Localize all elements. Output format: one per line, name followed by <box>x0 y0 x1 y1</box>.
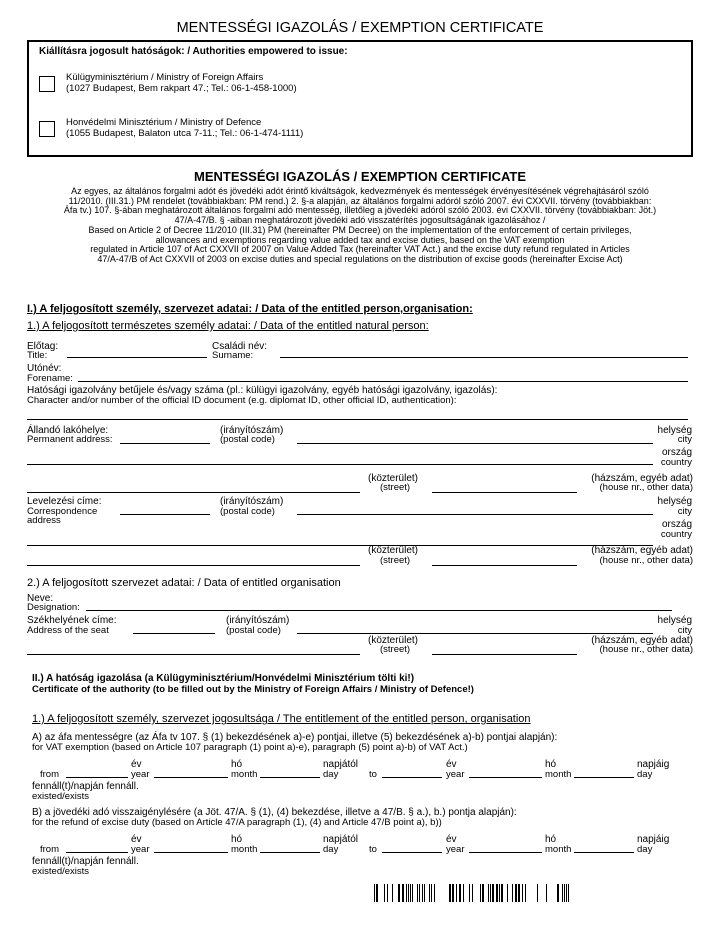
barcode-bar <box>429 884 430 902</box>
id-label-en: Character and/or number of the official ID document (e.g. diplomat ID, other official ID, authentication): <box>27 395 457 406</box>
vat-exemption-label-en: for VAT exemption (based on Article 107 paragraph (1) point a)-e), paragraph (5) point a)-b) of VAT Act.) <box>32 742 468 753</box>
barcode-bar <box>537 884 538 902</box>
barcode-bar <box>518 884 520 902</box>
id-label-hu: Hatósági igazolvány betűjele és/vagy száma (pl.: külügyi igazolvány, egyéb hatósági igazolvány, igazolás): <box>27 385 498 396</box>
barcode-bar <box>392 884 393 902</box>
title-label-en: Title: <box>27 350 48 361</box>
from-label: from <box>40 844 59 855</box>
excise-from-day-field[interactable] <box>260 852 320 853</box>
house-label-en: (house nr., other data) <box>599 555 693 566</box>
city-label-en: city <box>677 434 692 445</box>
corr-label-hu: Levelezési címe: <box>27 496 102 507</box>
house-label-hu: (házszám, egyéb adat) <box>591 545 693 556</box>
street-label-hu: (közterület) <box>368 545 419 556</box>
country-label-hu: ország <box>661 447 692 458</box>
seat-zip-field[interactable] <box>133 633 215 634</box>
from-label: from <box>40 769 59 780</box>
barcode-bar <box>490 884 491 902</box>
section1-heading: I.) A feljogosított személy, szervezet adatai: / Data of the entitled person,organisation: <box>27 303 473 315</box>
perm-label-hu: Állandó lakóhelye: <box>27 425 109 436</box>
barcode-bar <box>374 884 375 902</box>
barcode-bar <box>406 884 407 902</box>
to-label: to <box>369 769 377 780</box>
day-label-en: day <box>323 769 339 780</box>
barcode-bar <box>562 884 563 902</box>
perm-street-field[interactable] <box>27 492 360 493</box>
barcode-bar <box>488 884 489 902</box>
mfa-address: (1027 Budapest, Bem rakpart 47.; Tel.: 06-1-458-1000) <box>66 83 297 94</box>
barcode-bar <box>499 884 500 902</box>
barcode-bar <box>564 884 565 902</box>
zip-label-en: (postal code) <box>220 506 275 517</box>
country-label-hu: ország <box>661 519 692 530</box>
barcode-bar <box>459 884 461 902</box>
day-label-en: day <box>637 769 653 780</box>
zip-label-en: (postal code) <box>220 434 275 445</box>
mfa-name: Külügyminisztérium / Ministry of Foreign Affairs <box>66 72 264 83</box>
corr-label-en-2: address <box>27 515 61 526</box>
section1-sub2: 2.) A feljogosított szervezet adatai: / Data of entitled organisation <box>27 577 341 589</box>
street-label-en: (street) <box>380 555 411 566</box>
month-label-hu: hó <box>231 759 243 770</box>
zip-label-hu: (irányítószám) <box>220 496 284 507</box>
section2-heading: II.) A hatóság igazolása (a Külügyminisztérium/Honvédelmi Minisztérium tölti ki!) <box>32 673 415 684</box>
forename-label-hu: Utónév: <box>27 363 62 374</box>
name-label-hu: Neve: <box>27 593 54 604</box>
barcode-bar <box>449 884 451 902</box>
barcode-bar <box>398 884 400 902</box>
month-label-en: month <box>545 769 572 780</box>
street-label-en: (street) <box>380 644 411 655</box>
seat-label-hu: Székhelyének címe: <box>27 615 117 626</box>
barcode-bar <box>507 884 508 902</box>
barcode-bar <box>501 884 503 902</box>
corr-label-en-1: Correspondence <box>27 506 98 517</box>
mod-checkbox[interactable] <box>39 121 55 137</box>
mod-address: (1055 Budapest, Balaton utca 7-11.; Tel.: 06-1-474-1111) <box>66 128 304 139</box>
barcode-bar <box>469 884 470 902</box>
intro-line: Áfa tv.) 107. §-ában meghatározott általános forgalmi adó mentesség, illetőleg a jövedéki adóról szóló 2003. évi CXXVII. törvény (továbbiakban: Jöt.) <box>63 205 657 216</box>
main-title: MENTESSÉGI IGAZOLÁS / EXEMPTION CERTIFICATE <box>193 169 526 184</box>
forename-field[interactable] <box>78 381 688 382</box>
barcode-bar <box>566 884 567 902</box>
title-field[interactable] <box>67 357 207 358</box>
barcode-bar <box>482 884 484 902</box>
forename-label-en: Forename: <box>27 373 73 384</box>
exists-label-hu: fennáll(t)/napján fennáll. <box>32 781 139 792</box>
street-label-hu: (közterület) <box>368 635 419 646</box>
zip-label-hu: (irányítószám) <box>226 615 290 626</box>
section2-sub1: 1.) A feljogosított személy, szervezet jogosultsága / The entitlement of the entitled person, organisation <box>32 713 531 725</box>
corr-city-field[interactable] <box>297 514 653 515</box>
barcode-bar <box>434 884 435 902</box>
vat-exemption-label-hu: A) az áfa mentességre (az Áfa tv 107. § (1) bekezdésének a)-e) pontjai, illetve (5) bekezdésének a)-b) pontjai alapján): <box>32 732 558 743</box>
vat-from-day-field[interactable] <box>260 777 320 778</box>
house-label-en: (house nr., other data) <box>599 482 693 493</box>
barcode-bar <box>512 884 513 902</box>
excise-refund-label-hu: B) a jövedéki adó visszaigénylésére (a Jöt. 47/A. § (1), (4) bekezdése, illetve a 47/B. § a.), b.) pontja alapján): <box>32 807 517 818</box>
city-label-en: city <box>677 506 692 517</box>
city-label-en: city <box>677 625 692 636</box>
year-label-en: year <box>446 769 465 780</box>
excise-to-day-field[interactable] <box>574 852 634 853</box>
day-label-hu: napjáig <box>637 834 670 845</box>
zip-label-en: (postal code) <box>226 625 281 636</box>
perm-label-en: Permanent address: <box>27 434 113 445</box>
intro-line: 11/2010. (III.31.) PM rendelet (továbbiakban: PM rend.) 2. §-a alapján, az általános forgalmi adóról szóló 2007. évi CXXVII. törvény (továbbiakban: <box>68 195 652 206</box>
year-label-hu: év <box>446 759 457 770</box>
intro-line: 47/A-47/B of Act CXXVII of 2003 on excise duties and special regulations on the distribution of excise goods (hereinafter Excise Act) <box>97 253 623 264</box>
mfa-checkbox[interactable] <box>39 76 55 92</box>
month-label-hu: hó <box>545 834 557 845</box>
barcode-bar <box>402 884 404 902</box>
year-label-en: year <box>131 844 150 855</box>
barcode-bar <box>492 884 494 902</box>
year-label-hu: év <box>131 759 142 770</box>
section1-sub1: 1.) A feljogosított természetes személy adatai: / Data of the entitled natural person: <box>27 320 429 332</box>
month-label-en: month <box>231 844 258 855</box>
intro-paragraph <box>20 187 700 265</box>
barcode-bar <box>417 884 418 902</box>
barcode-bar <box>525 884 526 902</box>
mod-name: Honvédelmi Minisztérium / Ministry of Defence <box>66 117 262 128</box>
barcode-bar <box>384 884 385 902</box>
barcode-bar <box>568 884 569 902</box>
name-label-en: Designation: <box>27 602 80 613</box>
month-label-hu: hó <box>231 834 243 845</box>
corr-house-field[interactable] <box>432 565 577 566</box>
exists-label-en: existed/exists <box>32 866 90 877</box>
barcode-bar <box>522 884 523 902</box>
barcode-image <box>374 884 574 902</box>
exists-label-hu: fennáll(t)/napján fennáll. <box>32 856 139 867</box>
barcode-bar <box>463 884 464 902</box>
excise-from-month-field[interactable] <box>154 852 228 853</box>
surname-label-hu: Családi név: <box>212 341 268 352</box>
year-label-hu: év <box>131 834 142 845</box>
city-label-hu: helység <box>657 425 692 436</box>
vat-to-month-field[interactable] <box>469 777 542 778</box>
street-label-hu: (közterület) <box>368 473 419 484</box>
barcode-bar <box>515 884 517 902</box>
barcode-bar <box>496 884 498 902</box>
country-label-en: country <box>660 529 692 540</box>
corr-street-field[interactable] <box>27 565 360 566</box>
house-label-hu: (házszám, egyéb adat) <box>591 473 693 484</box>
barcode-bar <box>456 884 457 902</box>
seat-label-en: Address of the seat <box>27 625 109 636</box>
id-field[interactable] <box>27 419 688 420</box>
barcode-bar <box>424 884 425 902</box>
city-label-hu: helység <box>657 496 692 507</box>
month-label-en: month <box>545 844 572 855</box>
perm-city-field[interactable] <box>297 443 653 444</box>
excise-refund-label-en: for the refund of excise duty (based on Article 47/A paragraph (1), (4) and Article 47/B point a), b)) <box>32 817 442 828</box>
seat-city-field[interactable] <box>297 633 653 634</box>
barcode-bar <box>376 884 378 902</box>
org-name-field[interactable] <box>86 610 672 611</box>
house-label-en: (house nr., other data) <box>599 644 693 655</box>
barcode-bar <box>452 884 454 902</box>
exists-label-en: existed/exists <box>32 791 90 802</box>
excise-from-year-field[interactable] <box>66 852 128 853</box>
day-label-hu: napjától <box>323 834 359 845</box>
authorities-heading: Kiállításra jogosult hatóságok: / Authorities empowered to issue: <box>39 46 348 57</box>
section2-subheading: Certificate of the authority (to be filled out by the Ministry of Foreign Affairs / Ministry of Defence!) <box>32 684 474 695</box>
day-label-en: day <box>323 844 339 855</box>
year-label-en: year <box>131 769 150 780</box>
month-label-en: month <box>231 769 258 780</box>
intro-line: Based on Article 2 of Decree 11/2010 (III.31) PM (hereinafter PM Decree) on the implementation of the enforcement of certain privileges, <box>88 224 632 235</box>
day-label-hu: napjáig <box>637 759 670 770</box>
vat-to-day-field[interactable] <box>574 777 634 778</box>
barcode-bar <box>472 884 473 902</box>
surname-label-en: Surname: <box>212 350 254 361</box>
vat-from-month-field[interactable] <box>154 777 228 778</box>
day-label-en: day <box>637 844 653 855</box>
seat-street-field[interactable] <box>27 654 360 655</box>
barcode-bar <box>410 884 411 902</box>
barcode-bar <box>419 884 420 902</box>
excise-to-month-field[interactable] <box>469 852 542 853</box>
barcode-bar <box>422 884 423 902</box>
barcode-bar <box>408 884 409 902</box>
corr-zip-field[interactable] <box>120 514 210 515</box>
perm-country-field[interactable] <box>27 464 653 465</box>
title-label-hu: Előtag: <box>27 341 59 352</box>
intro-line: 47/A-47/B. § -aiban meghatározott jövedéki adó visszatérítés jogosultságának igazolásához / <box>174 215 546 226</box>
city-label-hu: helység <box>657 615 692 626</box>
intro-line: Az egyes, az általános forgalmi adót és jövedéki adót érintő kiváltságok, kedvezmények és mentességek érvényesítésének végrehajtásáról szóló <box>71 186 649 196</box>
zip-label-hu: (irányítószám) <box>220 425 284 436</box>
country-label-en: country <box>660 457 692 468</box>
intro-line: allowances and exemptions regarding value added tax and excise duties, based on the VAT exemption <box>155 234 565 245</box>
barcode-bar <box>412 884 413 902</box>
perm-zip-field[interactable] <box>120 443 210 444</box>
month-label-hu: hó <box>545 759 557 770</box>
day-label-hu: napjától <box>323 759 359 770</box>
street-label-en: (street) <box>380 482 411 493</box>
barcode-bar <box>546 884 547 902</box>
surname-field[interactable] <box>280 357 688 358</box>
year-label-hu: év <box>446 834 457 845</box>
vat-from-year-field[interactable] <box>66 777 128 778</box>
barcode-bar <box>480 884 481 902</box>
authorities-box <box>27 40 693 157</box>
to-label: to <box>369 844 377 855</box>
year-label-en: year <box>446 844 465 855</box>
page-header-title: MENTESSÉGI IGAZOLÁS / EXEMPTION CERTIFICATE <box>176 20 544 36</box>
house-label-hu: (házszám, egyéb adat) <box>591 635 693 646</box>
barcode-bar <box>431 884 432 902</box>
perm-house-field[interactable] <box>432 492 577 493</box>
barcode-bar <box>557 884 559 902</box>
barcode-bar <box>387 884 388 902</box>
vat-to-year-field[interactable] <box>382 777 442 778</box>
seat-house-field[interactable] <box>432 654 577 655</box>
excise-to-year-field[interactable] <box>382 852 442 853</box>
intro-line: regulated in Article 107 of Act CXXVII of 2007 on Value Added Tax (hereinafter VAT Act.) and the excise duty refund regulated in Articles <box>90 244 630 255</box>
